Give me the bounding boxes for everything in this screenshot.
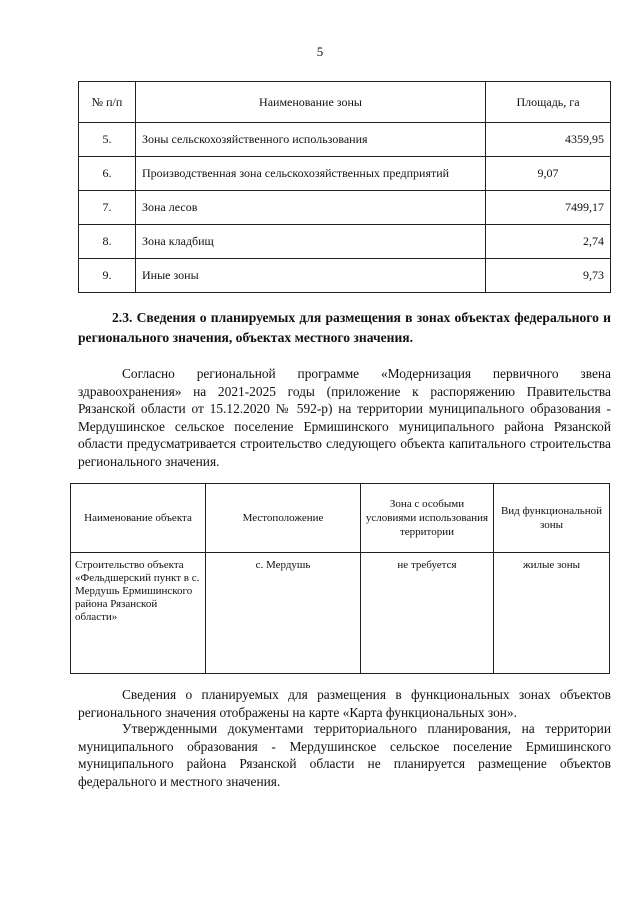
zones-table-header [79,82,611,123]
object-special-zone: не требуется [361,553,494,674]
paragraph-program [78,365,611,471]
object-name: Строительство объекта «Фельдшерский пункт в с. Мердушь Ермишинского района Рязанской области» [71,553,206,674]
page-number: 5 [316,44,324,59]
row-zone-name: Производственная зона сельскохозяйственных предприятий [136,157,486,191]
header-area: Площадь, га [486,82,611,123]
header-number: № п/п [79,82,136,123]
row-number: 7. [79,191,136,225]
row-zone-name: Иные зоны [136,259,486,293]
row-zone-name: Зона лесов [136,191,486,225]
table-row [71,553,610,674]
row-number: 8. [79,225,136,259]
object-functional-zone: жилые зоны [494,553,610,674]
paragraph-planning-text: Утвержденными документами территориального планирования, на территории муниципального образования - Мердушинское сельское поселение Ермишинского муниципального района Рязанской области не планируется размещение объектов федерального и местного значения. [78,721,611,789]
object-location: с. Мердушь [206,553,361,674]
table-row [79,259,611,293]
header-functional-zone: Вид функциональной зоны [494,484,610,553]
header-special-zone: Зона с особыми условиями использования территории [361,484,494,553]
row-area: 7499,17 [486,191,611,225]
paragraph-map-text: Сведения о планируемых для размещения в функциональных зонах объектов регионального значения отображены на карте «Карта функциональных зон». [78,687,611,720]
paragraph-program-text: Согласно региональной программе «Модернизация первичного звена здравоохранения» на 2021-2025 годы (приложение к распоряжению Правительства Рязанской области от 15.12.2020 № 592-р) на территории муниципального образования - Мердушинское сельское поселение Ермишинского муниципального района Рязанской области предусматривается строительство следующего объекта капитального строительства регионального значения. [78,366,611,469]
row-zone-name: Зона кладбищ [136,225,486,259]
table-row [79,157,611,191]
section-heading-text: 2.3. Сведения о планируемых для размещения в зонах объектах федерального и регионального значения, объектах местного значения. [78,310,611,345]
row-number: 9. [79,259,136,293]
row-number: 5. [79,123,136,157]
row-zone-name: Зоны сельскохозяйственного использования [136,123,486,157]
objects-table [70,483,610,674]
row-area: 9,07 [486,157,611,191]
paragraph-planning [78,720,611,790]
table-row [79,191,611,225]
row-number: 6. [79,157,136,191]
zones-table [78,81,611,293]
header-zone-name: Наименование зоны [136,82,486,123]
table-row [79,123,611,157]
header-object-name: Наименование объекта [71,484,206,553]
row-area: 2,74 [486,225,611,259]
section-heading [78,308,611,348]
row-area: 4359,95 [486,123,611,157]
objects-table-header [71,484,610,553]
paragraph-map [78,686,611,721]
row-area: 9,73 [486,259,611,293]
table-row [79,225,611,259]
header-location: Местоположение [206,484,361,553]
